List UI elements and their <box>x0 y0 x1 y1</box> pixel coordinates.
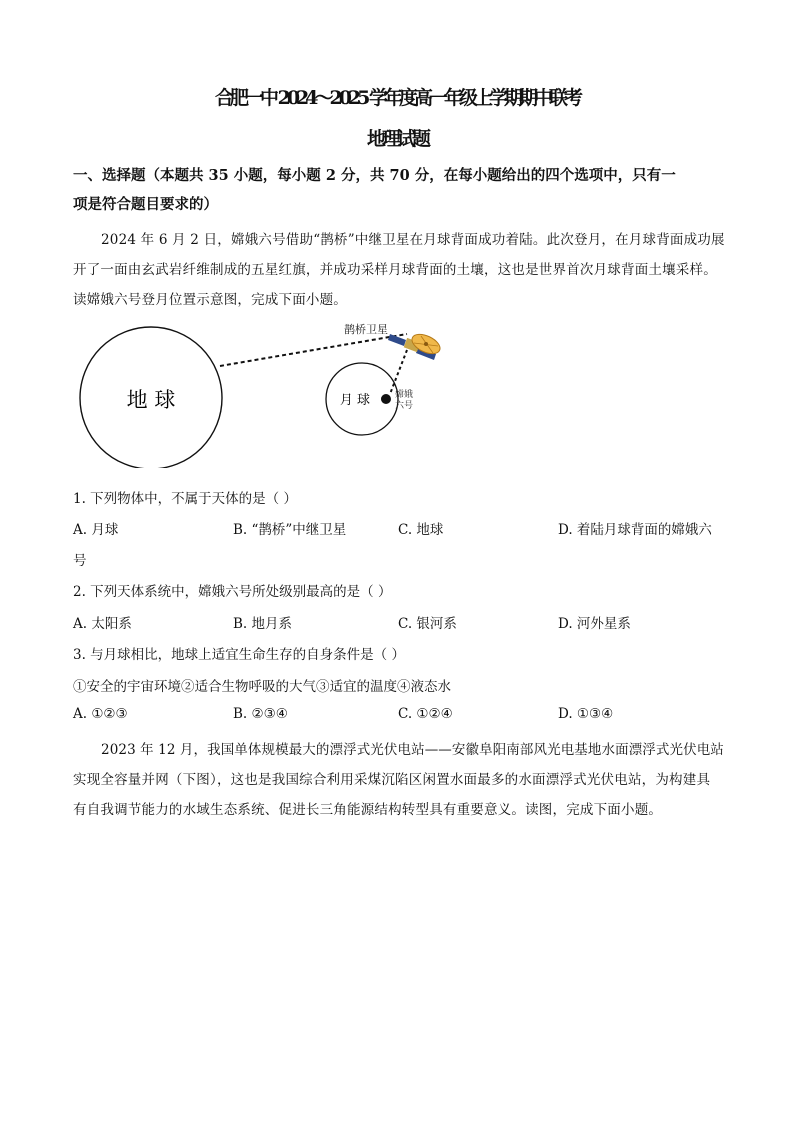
q1-option-d[interactable]: D. 着陆月球背面的嫦娥六 <box>558 522 712 538</box>
q2-option-d[interactable]: D. 河外星系 <box>558 616 631 632</box>
page-subtitle: 地理试题 <box>366 128 427 150</box>
earth-satellite-link <box>220 334 407 366</box>
passage1-line2: 开了一面由玄武岩纤维制成的五星红旗，并成功采样月球背面的土壤，这也是世界首次月球背面土壤采样。 <box>73 262 717 278</box>
probe-label-line1: 嫦娥 <box>395 390 414 400</box>
q3-option-d[interactable]: D. ①③④ <box>558 706 614 722</box>
satellite-probe-link <box>390 350 407 394</box>
q2-option-b[interactable]: B. 地月系 <box>233 616 293 632</box>
q2-option-c[interactable]: C. 银河系 <box>398 616 457 632</box>
q3-option-a[interactable]: A. ①②③ <box>73 706 128 722</box>
q1-option-a[interactable]: A. 月球 <box>73 522 119 538</box>
passage1-line1: 2024 年 6 月 2 日，嫦娥六号借助“鹊桥”中继卫星在月球背面成功着陆。此次登月，在月球背面成功展 <box>101 232 725 248</box>
passage1-line3: 读嫦娥六号登月位置示意图，完成下面小题。 <box>73 292 347 308</box>
section-heading-line2: 项是符合题目要求的） <box>73 196 218 213</box>
passage2-line1: 2023 年 12 月，我国单体规模最大的漂浮式光伏电站——安徽阜阳南部风光电基地水面漂浮式光伏电站 <box>101 742 724 758</box>
passage2-line2: 实现全容量并网（下图），这也是我国综合利用采煤沉陷区闲置水面最多的水面漂浮式光伏电站，为构建具 <box>73 772 711 788</box>
q2-stem: 2. 下列天体系统中，嫦娥六号所处级别最高的是（ ） <box>73 584 392 600</box>
q1-stem: 1. 下列物体中，不属于天体的是（ ） <box>73 491 297 507</box>
section-heading-line1: 一、选择题（本题共 35 小题，每小题 2 分，共 70 分，在每小题给出的四个选项中，只有一 <box>73 167 676 184</box>
probe-label-line2: 六号 <box>395 401 414 411</box>
page-title: 合肥一中 2024～2025 学年度高一年级上学期期中联考 <box>215 87 579 109</box>
earth-label: 地 球 <box>126 388 176 412</box>
satellite-label: 鹊桥卫星 <box>344 323 388 336</box>
q3-stem: 3. 与月球相比，地球上适宜生命生存的自身条件是（ ） <box>73 647 405 663</box>
q1-option-d-wrap: 号 <box>73 553 87 569</box>
moon-label: 月 球 <box>339 393 371 408</box>
q1-option-c[interactable]: C. 地球 <box>398 522 444 538</box>
q3-option-c[interactable]: C. ①②④ <box>398 706 453 722</box>
passage2-line3: 有自我调节能力的水域生态系统、促进长三角能源结构转型具有重要意义。读图，完成下面小题。 <box>73 802 663 818</box>
q3-option-b[interactable]: B. ②③④ <box>233 706 288 722</box>
change6-probe-dot <box>381 394 391 404</box>
q1-option-b[interactable]: B. “鹊桥”中继卫星 <box>233 522 347 538</box>
q2-option-a[interactable]: A. 太阳系 <box>73 616 132 632</box>
landing-position-diagram <box>70 320 460 468</box>
q3-conditions: ①安全的宇宙环境②适合生物呼吸的大气③适宜的温度④液态水 <box>73 679 451 695</box>
